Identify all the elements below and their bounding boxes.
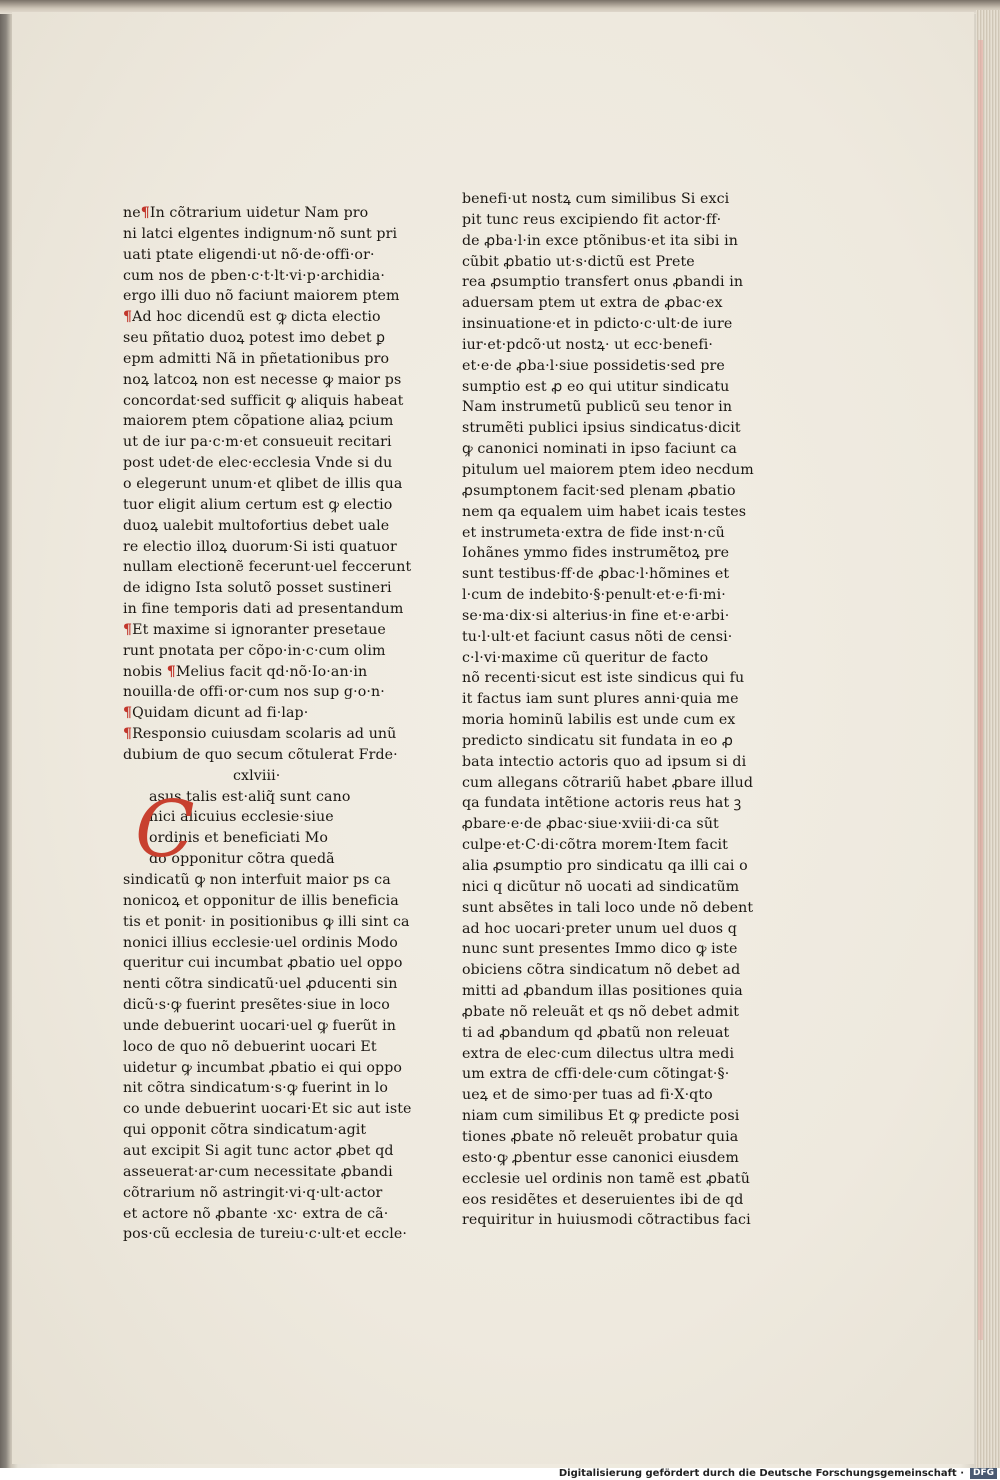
line-text: nonicoꝝ et opponitur de illis beneficia	[123, 892, 399, 909]
text-line	[462, 1044, 735, 1065]
line-text: rea ꝓsumptio transfert onus ꝓbandi in	[462, 274, 744, 291]
text-line	[123, 516, 390, 537]
line-text: extra de elec·cum dilectus ultra medi	[462, 1045, 735, 1062]
text-line	[462, 272, 744, 293]
line-text: esto·ꝙ ꝓbentur esse canonici eiusdem	[462, 1149, 739, 1166]
text-line	[462, 210, 730, 231]
line-text: tuor eligit alium certum est ꝙ electio	[123, 496, 393, 513]
line-text: aduersam ptem ut extra de ꝓbac·ex	[462, 295, 723, 312]
text-line	[123, 641, 386, 662]
paragraph-mark: ¶	[123, 705, 133, 722]
line-text: qui opponit cõtra sindicatum·agit	[123, 1122, 367, 1139]
line-text: ueꝝ et de simo·per tuas ad fi·X·qto	[462, 1087, 713, 1104]
text-line	[123, 1078, 389, 1099]
text-line	[462, 523, 730, 544]
text-line	[462, 335, 730, 356]
line-text: iur·et·pdcõ·ut nostꝝ· ut ecc·benefi·	[462, 336, 714, 353]
line-text: nit cõtra sindicatum·s·ꝙ fuerint in lo	[123, 1080, 389, 1097]
text-line	[123, 599, 404, 620]
text-line	[462, 397, 733, 418]
line-text: ꝓbare·e·de ꝓbac·siue·xviii·di·ca sũt	[462, 816, 719, 833]
line-text: asus talis est·aliq̃ sunt cano	[149, 788, 351, 805]
text-line	[462, 1127, 739, 1148]
line-text: pitulum uel maiorem ptem ideo necdum	[462, 461, 754, 478]
text-line	[462, 481, 736, 502]
text-line	[123, 1058, 403, 1079]
line-text: l·cum de indebito·§·penult·et·e·fi·mi·	[462, 587, 726, 604]
text-line	[462, 1085, 730, 1106]
line-text: cum nos de pben·c·t·lt·vi·p·archidia·	[123, 267, 385, 284]
line-text: seu pñtatio duoꝝ potest imo debet ꝑ	[123, 330, 386, 347]
text-line	[462, 1023, 730, 1044]
line-text: et actore nõ ꝓbante ·xc· extra de cã·	[123, 1205, 389, 1222]
text-line	[462, 773, 754, 794]
line-text: ꝙ canonici nominati in ipso faciunt ca	[462, 441, 737, 458]
text-line	[123, 1141, 394, 1162]
line-text: obiciens cõtra sindicatum nõ debet ad	[462, 962, 741, 979]
text-line	[123, 724, 397, 745]
text-line	[123, 537, 397, 558]
right-text-column	[462, 189, 754, 1231]
line-text: epm admitti Nã in pñetationibus pro	[123, 350, 390, 367]
left-text-column	[123, 203, 412, 1245]
line-text: nenti cõtra sindicatũ·uel ꝓducenti sin	[123, 976, 398, 993]
line-text: sindicatũ ꝙ non interfuit maior ps ca	[123, 872, 391, 888]
text-line	[123, 891, 399, 912]
text-line	[123, 1099, 412, 1120]
text-line	[123, 495, 393, 516]
line-text: Melius facit qd·nõ·Io·an·in	[175, 663, 368, 680]
line-text: Ad hoc dicendũ est ꝙ dicta electio	[132, 309, 381, 326]
text-line	[123, 953, 403, 974]
line-text: ti ad ꝓbandum qd ꝓbatũ non releuat	[462, 1024, 730, 1041]
text-line	[462, 252, 730, 273]
text-line	[123, 474, 403, 495]
text-line	[462, 460, 754, 481]
text-line	[123, 432, 392, 453]
line-text: cõtrarium nõ astringit·vi·q·ult·actor	[123, 1184, 383, 1201]
book-page-stack-edge	[976, 10, 1000, 1468]
text-line	[462, 960, 741, 981]
line-text: dicũ·s·ꝙ fuerint presẽtes·siue in loco	[123, 997, 390, 1014]
text-line	[123, 557, 412, 578]
line-text: Nam instrumetũ publicũ seu tenor in	[462, 399, 733, 416]
text-line	[123, 307, 381, 328]
line-text: et instrumeta·extra de fide inst·n·cũ	[462, 524, 725, 541]
line-text: in fine temporis dati ad presentandum	[123, 601, 404, 618]
text-line	[462, 1210, 751, 1231]
text-line	[123, 703, 381, 724]
text-line	[462, 898, 754, 919]
line-text: ergo illi duo nõ faciunt maiorem ptem	[123, 288, 400, 305]
line-text: tu·l·ult·et faciunt casus nõti de censi·	[462, 628, 733, 645]
line-text: predicto sindicatu sit fundata in eo ꝓ	[462, 732, 734, 749]
text-line	[462, 793, 742, 814]
text-line	[462, 564, 730, 585]
funding-credit: Digitalisierung gefördert durch die Deutsche Forschungsgemeinschaft ·	[558, 1468, 964, 1479]
text-line	[462, 1002, 740, 1023]
line-text: nici q dicũtur nõ uocati ad sindicatũm	[462, 878, 740, 895]
line-text: et·e·de ꝓba·l·siue possidetis·sed pre	[462, 357, 725, 374]
line-text: uidetur ꝙ incumbat ꝓbatio ei qui oppo	[123, 1059, 403, 1076]
line-text: runt pnotata per cõpo·in·c·cum olim	[123, 642, 386, 659]
text-line	[462, 585, 730, 606]
text-line	[123, 745, 398, 766]
paragraph-mark: ¶	[123, 621, 133, 638]
line-text: benefi·ut nostꝝ cum similibus Si exci	[462, 191, 730, 207]
line-text: ni latci elgentes indignum·nõ sunt pri	[123, 225, 398, 242]
text-line	[123, 620, 386, 641]
text-line	[123, 1183, 381, 1204]
line-text: o elegerunt unum·et qlibet de illis qua	[123, 475, 403, 492]
line-text: se·ma·dix·si alterius·in fine et·e·arbi·	[462, 607, 730, 624]
line-text: bata intectio actoris quo ad ipsum si di	[462, 753, 747, 770]
initial-block	[123, 784, 381, 875]
text-line	[123, 245, 381, 266]
paragraph-mark: ¶	[123, 726, 133, 743]
line-text: uati ptate eligendi·ut nõ·de·offi·or·	[123, 246, 375, 263]
line-text: aut excipit Si agit tunc actor ꝓbet qd	[123, 1142, 394, 1159]
line-text: c·l·vi·maxime cũ queritur de facto	[462, 649, 709, 666]
text-line	[462, 189, 730, 210]
line-text: pit tunc reus excipiendo fit actor·ff·	[462, 211, 722, 228]
line-text: do opponitur cõtra quedã	[149, 851, 335, 868]
line-prefix: ne	[123, 205, 141, 221]
decorated-initial: C	[135, 784, 195, 875]
text-line	[462, 1064, 730, 1085]
line-text: moria hominũ labilis est unde cum ex	[462, 712, 736, 729]
text-line	[123, 266, 385, 287]
line-text: nõ recenti·sicut est iste sindicus qui fu	[462, 670, 745, 687]
line-text: Iohãnes ymmo fides instrumẽtoꝝ pre	[462, 545, 730, 562]
text-line	[462, 356, 730, 377]
text-line	[462, 939, 738, 960]
text-line	[462, 377, 730, 398]
text-line	[123, 912, 410, 933]
line-text: nici alicuius ecclesie·siue	[149, 809, 334, 826]
line-text: maiorem ptem cõpatione aliaꝝ pcium	[123, 413, 394, 430]
text-line	[123, 578, 392, 599]
line-text: Quidam dicunt ad fi·lap·	[132, 705, 309, 722]
line-text: niam cum similibus Et ꝙ predicte posi	[462, 1108, 740, 1125]
line-text: unde debuerint uocari·uel ꝙ fuerũt in	[123, 1017, 396, 1034]
text-line	[462, 689, 739, 710]
text-line	[462, 606, 730, 627]
line-text: ad hoc uocari·preter unum uel duos q	[462, 920, 737, 937]
line-text: tiones ꝓbate nõ releuẽt probatur quia	[462, 1128, 739, 1145]
line-text: post udet·de elec·ecclesia Vnde si du	[123, 455, 393, 472]
line-text: requiritur in huiusmodi cõtractibus faci	[462, 1212, 751, 1229]
paragraph-mark: ¶	[166, 663, 176, 680]
line-text: Responsio cuiusdam scolaris ad unũ	[132, 726, 397, 743]
line-text: strumẽti publici ipsius sindicatus·dicit	[462, 420, 741, 437]
line-text: co unde debuerint uocari·Et sic aut iste	[123, 1101, 412, 1118]
line-text: sunt absẽtes in tali loco unde nõ debent	[462, 899, 754, 916]
line-text: re electio illoꝝ duorum·Si isti quatuor	[123, 538, 397, 555]
text-line	[123, 328, 386, 349]
text-line	[462, 668, 745, 689]
line-text: sunt testibus·ff·de ꝓbac·l·hõmines et	[462, 566, 730, 583]
text-line	[123, 1120, 381, 1141]
text-line	[462, 919, 737, 940]
text-line	[462, 418, 741, 439]
line-text: qa fundata intẽtione actoris reus hat ꝫ	[462, 795, 742, 812]
line-text: it factus iam sunt plures anni·quia me	[462, 691, 739, 708]
line-text: nullam electionẽ fecerunt·uel feccerunt	[123, 559, 412, 576]
line-text: pos·cũ ecclesia de tureiu·c·ult·et eccle·	[123, 1226, 407, 1243]
dfg-logo: DFG	[970, 1468, 997, 1479]
line-text: nonici illius ecclesie·uel ordinis Modo	[123, 934, 398, 951]
text-line	[462, 856, 748, 877]
line-text: de ꝓba·l·in exce ptõnibus·et ita sibi in	[462, 232, 738, 249]
line-text: eos residẽtes et deseruientes ibi de qd	[462, 1191, 744, 1208]
line-text: cum allegans cõtrariũ habet ꝓbare illud	[462, 774, 754, 791]
line-text: nobis	[123, 663, 163, 680]
text-line	[462, 752, 747, 773]
line-text: de idigno Ista solutõ posset sustineri	[123, 580, 392, 597]
text-line	[123, 391, 404, 412]
line-text: cxlviii·	[233, 767, 281, 784]
text-line	[123, 974, 398, 995]
text-line	[123, 662, 381, 683]
text-line	[462, 814, 730, 835]
text-line	[123, 286, 400, 307]
text-line	[123, 203, 381, 224]
line-text: loco de quo nõ debuerint uocari Et	[123, 1038, 377, 1055]
text-line	[123, 995, 390, 1016]
text-line	[123, 682, 385, 703]
text-line	[123, 370, 402, 391]
text-line	[462, 1148, 739, 1169]
line-text: insinuatione·et in pdicto·c·ult·de iure	[462, 316, 733, 333]
line-text: sumptio est ꝓ eo qui utitur sindicatu	[462, 378, 730, 395]
line-text: ꝓbate nõ releuãt et qs nõ debet admit	[462, 1003, 740, 1020]
line-text: queritur cui incumbat ꝓbatio uel oppo	[123, 955, 403, 972]
line-text: Et maxime si ignoranter presetaue	[132, 621, 386, 638]
text-line	[462, 1169, 750, 1190]
text-line	[462, 293, 730, 314]
line-text: cũbit ꝓbatio ut·s·dictũ est Prete	[462, 253, 695, 270]
text-line	[462, 1190, 744, 1211]
text-line	[462, 648, 730, 669]
text-line	[123, 224, 398, 245]
footer-bar	[0, 1468, 1000, 1480]
text-line	[123, 1224, 407, 1245]
text-line	[462, 627, 733, 648]
line-text: In cõtrarium uidetur Nam pro	[149, 205, 369, 221]
text-line	[462, 231, 738, 252]
text-line	[123, 1037, 381, 1058]
line-text: concordat·sed sufficit ꝙ aliquis habeat	[123, 392, 404, 409]
line-text: um extra de cffi·dele·cum cõtingat·§·	[462, 1066, 730, 1083]
text-line	[123, 1016, 396, 1037]
text-line	[462, 543, 730, 564]
line-text: noꝝ latcoꝝ non est necesse ꝙ maior ps	[123, 371, 402, 388]
text-line	[123, 349, 390, 370]
line-text: mitti ad ꝓbandum illas positiones quia	[462, 983, 743, 1000]
text-line	[462, 314, 733, 335]
text-line	[462, 877, 740, 898]
text-line	[462, 1106, 740, 1127]
line-text: alia ꝓsumptio pro sindicatu qa illi cai o	[462, 858, 748, 874]
text-line	[462, 981, 743, 1002]
text-line	[462, 439, 737, 460]
text-line	[462, 731, 734, 752]
line-text: nunc sunt presentes Immo dico ꝙ iste	[462, 941, 738, 958]
line-text: tis et ponit· in positionibus ꝙ illi sint ca	[123, 913, 410, 930]
line-text: nouilla·de offi·or·cum nos sup g·o·n·	[123, 684, 385, 701]
text-line	[462, 502, 747, 523]
line-text: nem qa equalem uim habet icais testes	[462, 503, 747, 520]
line-text: dubium de quo secum cõtulerat Frde·	[123, 746, 398, 763]
line-text: culpe·et·C·di·cõtra morem·Item facit	[462, 837, 728, 854]
text-line	[123, 1162, 393, 1183]
text-line	[462, 710, 736, 731]
line-text: duoꝝ ualebit multofortius debet uale	[123, 517, 390, 534]
text-line	[123, 453, 393, 474]
paragraph-mark: ¶	[123, 309, 133, 326]
line-text: asseuerat·ar·cum necessitate ꝓbandi	[123, 1163, 393, 1180]
text-line	[462, 835, 730, 856]
line-text: ꝓsumptonem facit·sed plenam ꝓbatio	[462, 482, 736, 499]
line-text: ut de iur pa·c·m·et consueuit recitari	[123, 434, 392, 451]
text-line	[123, 766, 381, 787]
text-line	[123, 1204, 389, 1225]
text-line	[123, 411, 394, 432]
paragraph-mark: ¶	[140, 205, 150, 221]
line-text: ecclesie uel ordinis non tamẽ est ꝓbatũ	[462, 1170, 750, 1187]
text-line	[123, 933, 398, 954]
line-text: ordinis et beneficiati Mo	[149, 830, 329, 847]
